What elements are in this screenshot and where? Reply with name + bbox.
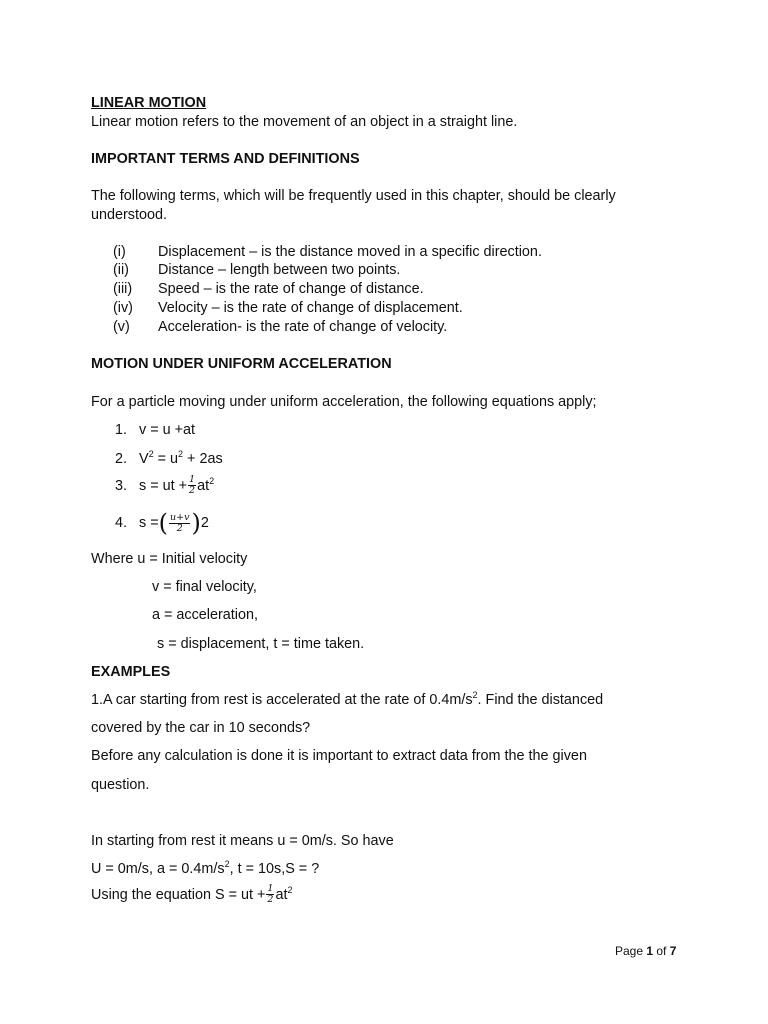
example-1-line-6-a: U = 0m/s, a = 0.4m/s bbox=[91, 861, 225, 877]
where-line-4: s = displacement, t = time taken. bbox=[157, 636, 365, 652]
example-1-line-7-sup: 2 bbox=[287, 884, 293, 895]
equation-2-num: 2. bbox=[115, 451, 128, 467]
example-1-line-7-b: at bbox=[275, 886, 288, 903]
equation-1-text: v = u +at bbox=[139, 422, 196, 438]
term-3-text: Speed – is the rate of change of distance. bbox=[158, 281, 424, 297]
equation-2 bbox=[115, 451, 223, 467]
equation-4-right-paren: ) bbox=[191, 509, 201, 537]
example-1-line-1-b: . Find the distanced bbox=[477, 692, 604, 708]
heading-important-terms: IMPORTANT TERMS AND DEFINITIONS bbox=[91, 151, 360, 167]
equation-3-sup: 2 bbox=[209, 475, 215, 486]
equation-4-lhs: s = bbox=[139, 515, 159, 531]
example-1-line-7-a: Using the equation S = ut + bbox=[91, 886, 266, 903]
where-line-1: Where u = Initial velocity bbox=[91, 551, 248, 567]
equation-4-frac-den: 2 bbox=[176, 522, 183, 534]
equation-1-num: 1. bbox=[115, 422, 128, 438]
equation-3-frac-num: 1 bbox=[189, 474, 196, 485]
where-line-2: v = final velocity, bbox=[152, 579, 257, 595]
example-1-line-1-a: 1.A car starting from rest is accelerated at the rate of 0.4m/s bbox=[91, 692, 473, 708]
equation-4-frac-num: u+v bbox=[170, 511, 190, 523]
footer-current-page: 1 bbox=[646, 944, 654, 958]
equation-3-fraction bbox=[188, 475, 196, 496]
terms-intro-line2: understood. bbox=[91, 207, 168, 223]
example-1-line-6-sup: 2 bbox=[224, 859, 230, 870]
footer-total-pages: 7 bbox=[669, 944, 677, 958]
equation-3-num: 3. bbox=[115, 477, 128, 494]
example-1-line-2: covered by the car in 10 seconds? bbox=[91, 720, 311, 736]
equation-3-at: at bbox=[197, 477, 210, 494]
term-2-num: (ii) bbox=[113, 262, 129, 278]
equation-4-rhs: 2 bbox=[200, 515, 209, 531]
example-1-line-1-sup: 2 bbox=[472, 690, 478, 701]
intro-text: Linear motion refers to the movement of an object in a straight line. bbox=[91, 114, 518, 130]
equation-2-rest: + 2as bbox=[183, 451, 223, 467]
example-1-line-7-frac-den: 2 bbox=[267, 894, 274, 905]
equation-2-u: = u bbox=[153, 451, 179, 467]
example-1-line-5: In starting from rest it means u = 0m/s. So have bbox=[91, 833, 394, 849]
term-1-num: (i) bbox=[113, 244, 126, 260]
where-line-3: a = acceleration, bbox=[152, 607, 258, 623]
term-5-text: Acceleration- is the rate of change of velocity. bbox=[158, 319, 448, 335]
equation-1 bbox=[115, 422, 195, 438]
heading-examples: EXAMPLES bbox=[91, 664, 171, 680]
heading-linear-motion: LINEAR MOTION bbox=[91, 95, 207, 111]
equation-2-sup-u: 2 bbox=[178, 449, 184, 460]
heading-uniform-acceleration: MOTION UNDER UNIFORM ACCELERATION bbox=[91, 356, 392, 372]
example-1-line-3: Before any calculation is done it is important to extract data from the the given bbox=[91, 748, 587, 764]
term-4-text: Velocity – is the rate of change of displacement. bbox=[158, 300, 463, 316]
equation-4 bbox=[115, 511, 209, 535]
equation-3 bbox=[115, 475, 214, 496]
example-1-line-4: question. bbox=[91, 777, 150, 793]
example-1-line-1 bbox=[91, 692, 603, 708]
term-1-text: Displacement – is the distance moved in a specific direction. bbox=[158, 244, 542, 260]
example-1-line-6-b: , t = 10s,S = ? bbox=[229, 861, 320, 877]
equation-2-sup-v: 2 bbox=[148, 449, 154, 460]
example-1-line-6 bbox=[91, 861, 319, 877]
term-3-num: (iii) bbox=[113, 281, 133, 297]
example-1-line-7-frac-num: 1 bbox=[267, 883, 274, 894]
page-footer bbox=[615, 944, 676, 958]
footer-of: of bbox=[653, 944, 670, 958]
equation-4-num: 4. bbox=[115, 515, 128, 531]
equations-intro: For a particle moving under uniform acceleration, the following equations apply; bbox=[91, 394, 597, 410]
example-1-line-7 bbox=[91, 884, 293, 905]
example-1-line-7-fraction bbox=[266, 884, 274, 905]
equation-3-frac-den: 2 bbox=[189, 485, 196, 496]
term-4-num: (iv) bbox=[113, 300, 133, 316]
equation-3-lhs: s = ut + bbox=[139, 477, 188, 494]
equation-2-v: V bbox=[139, 451, 149, 467]
term-5-num: (v) bbox=[113, 319, 130, 335]
equation-4-left-paren: ( bbox=[158, 509, 168, 537]
terms-intro-line1: The following terms, which will be frequently used in this chapter, should be clearly bbox=[91, 188, 616, 204]
term-2-text: Distance – length between two points. bbox=[158, 262, 401, 278]
footer-page-label: Page bbox=[615, 944, 647, 958]
equation-4-fraction bbox=[169, 513, 190, 534]
